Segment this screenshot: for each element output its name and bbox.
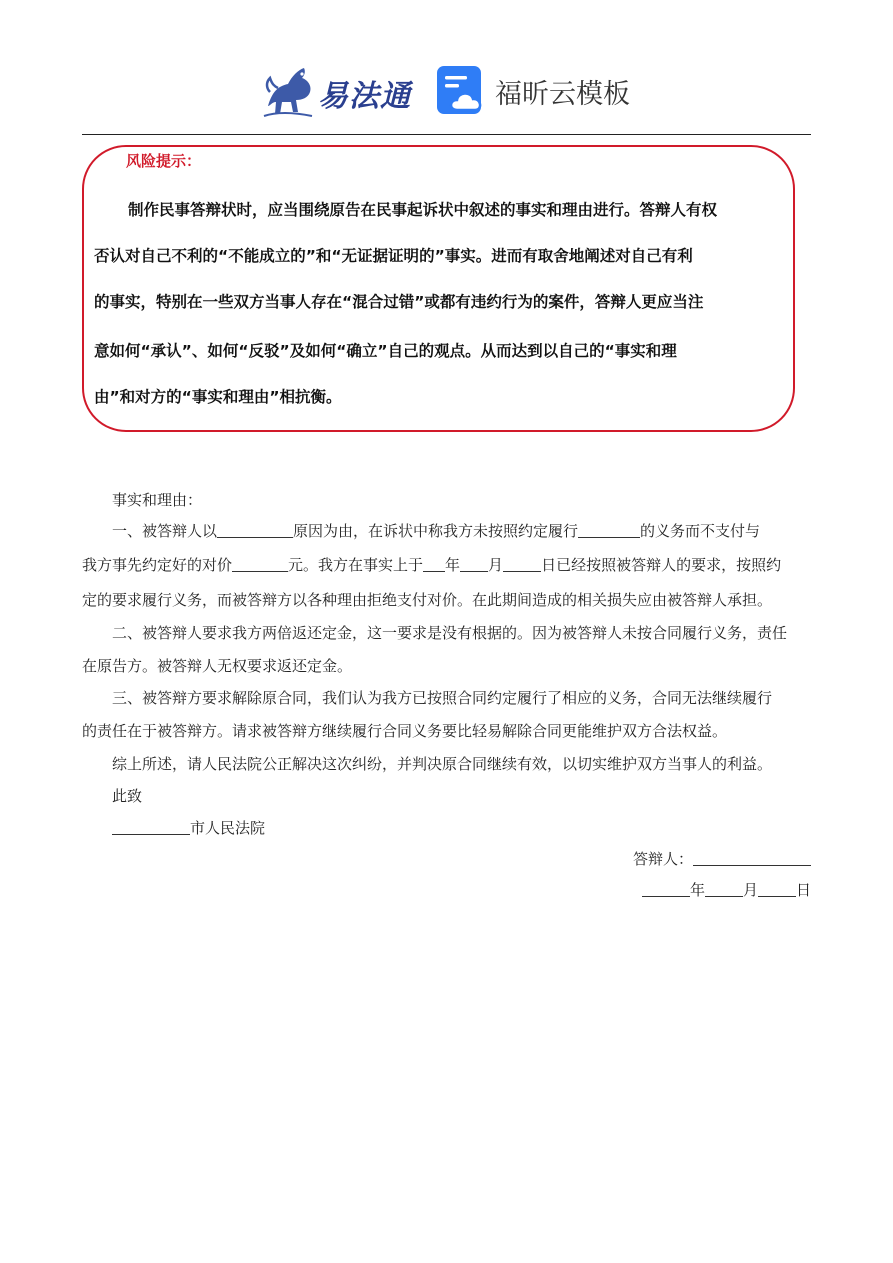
- para2-line2: 在原告方。被答辩人无权要求返还定金。: [82, 657, 353, 675]
- fuxin-template-logo: [435, 64, 645, 120]
- blank-month[interactable]: [460, 556, 488, 572]
- para1-line1: 一、被答辩人以 原因为由，在诉状中称我方未按照约定履行 的义务而不支付与: [112, 522, 761, 540]
- blank-sign-month[interactable]: [705, 881, 743, 897]
- blank-amount[interactable]: [232, 556, 288, 572]
- qilin-icon: [262, 62, 322, 120]
- date-line: 年 月 日: [642, 880, 811, 900]
- section-heading: 事实和理由：: [112, 491, 203, 509]
- header-divider: [82, 134, 811, 135]
- risk-notice-title: 风险提示：: [126, 152, 202, 170]
- para4-line: 综上所述，请人民法院公正解决这次纠纷，并判决原合同继续有效，以切实维护双方当事人的利益。: [112, 755, 773, 773]
- court-line: 市人民法院: [112, 818, 842, 838]
- risk-line-4: 意如何“承认”、如何“反驳”及如何“确立”自己的观点。从而达到以自己的“事实和理: [94, 342, 677, 360]
- blank-city[interactable]: [112, 819, 190, 835]
- brand1-text: 易法通: [318, 79, 411, 114]
- para1-line2: 我方事先约定好的对价 元。我方在事实上于 年 月 日已经按照被答辩人的要求，按照约: [82, 556, 782, 574]
- salutation: 此致: [112, 787, 143, 805]
- page-header: [0, 0, 893, 136]
- blank-sign-day[interactable]: [758, 881, 796, 897]
- signer-line: 答辩人：: [633, 849, 811, 869]
- para1-line3: 定的要求履行义务，而被答辩方以各种理由拒绝支付对价。在此期间造成的相关损失应由被答辩人承担。: [82, 591, 773, 609]
- risk-line-5: 由”和对方的“事实和理由”相抗衡。: [94, 388, 342, 406]
- risk-line-3: 的事实，特别在一些双方当事人存在“混合过错”或都有违约行为的案件，答辩人更应当注: [94, 293, 704, 311]
- risk-line-1: 制作民事答辩状时，应当围绕原告在民事起诉状中叙述的事实和理由进行。答辩人有权: [128, 201, 718, 219]
- brand2-text: 福昕云模板: [495, 79, 630, 110]
- cloud-document-icon: [435, 64, 487, 116]
- para2-line1: 二、被答辩人要求我方两倍返还定金，这一要求是没有根据的。因为被答辩人未按合同履行义务，责任: [112, 624, 788, 642]
- risk-line-2: 否认对自己不利的“不能成立的”和“无证据证明的”事实。进而有取舍地阐述对自己有利: [94, 247, 693, 265]
- yifatong-logo: [262, 62, 422, 120]
- blank-day[interactable]: [503, 556, 541, 572]
- para3-line1: 三、被答辩方要求解除原合同，我们认为我方已按照合同约定履行了相应的义务，合同无法继续履行: [112, 689, 773, 707]
- blank-sign-year[interactable]: [642, 881, 690, 897]
- blank-signer[interactable]: [693, 850, 811, 866]
- blank-year[interactable]: [423, 556, 445, 572]
- blank-obligation[interactable]: [578, 522, 640, 538]
- blank-reason[interactable]: [217, 522, 293, 538]
- para3-line2: 的责任在于被答辩方。请求被答辩方继续履行合同义务要比轻易解除合同更能维护双方合法权益。: [82, 722, 728, 740]
